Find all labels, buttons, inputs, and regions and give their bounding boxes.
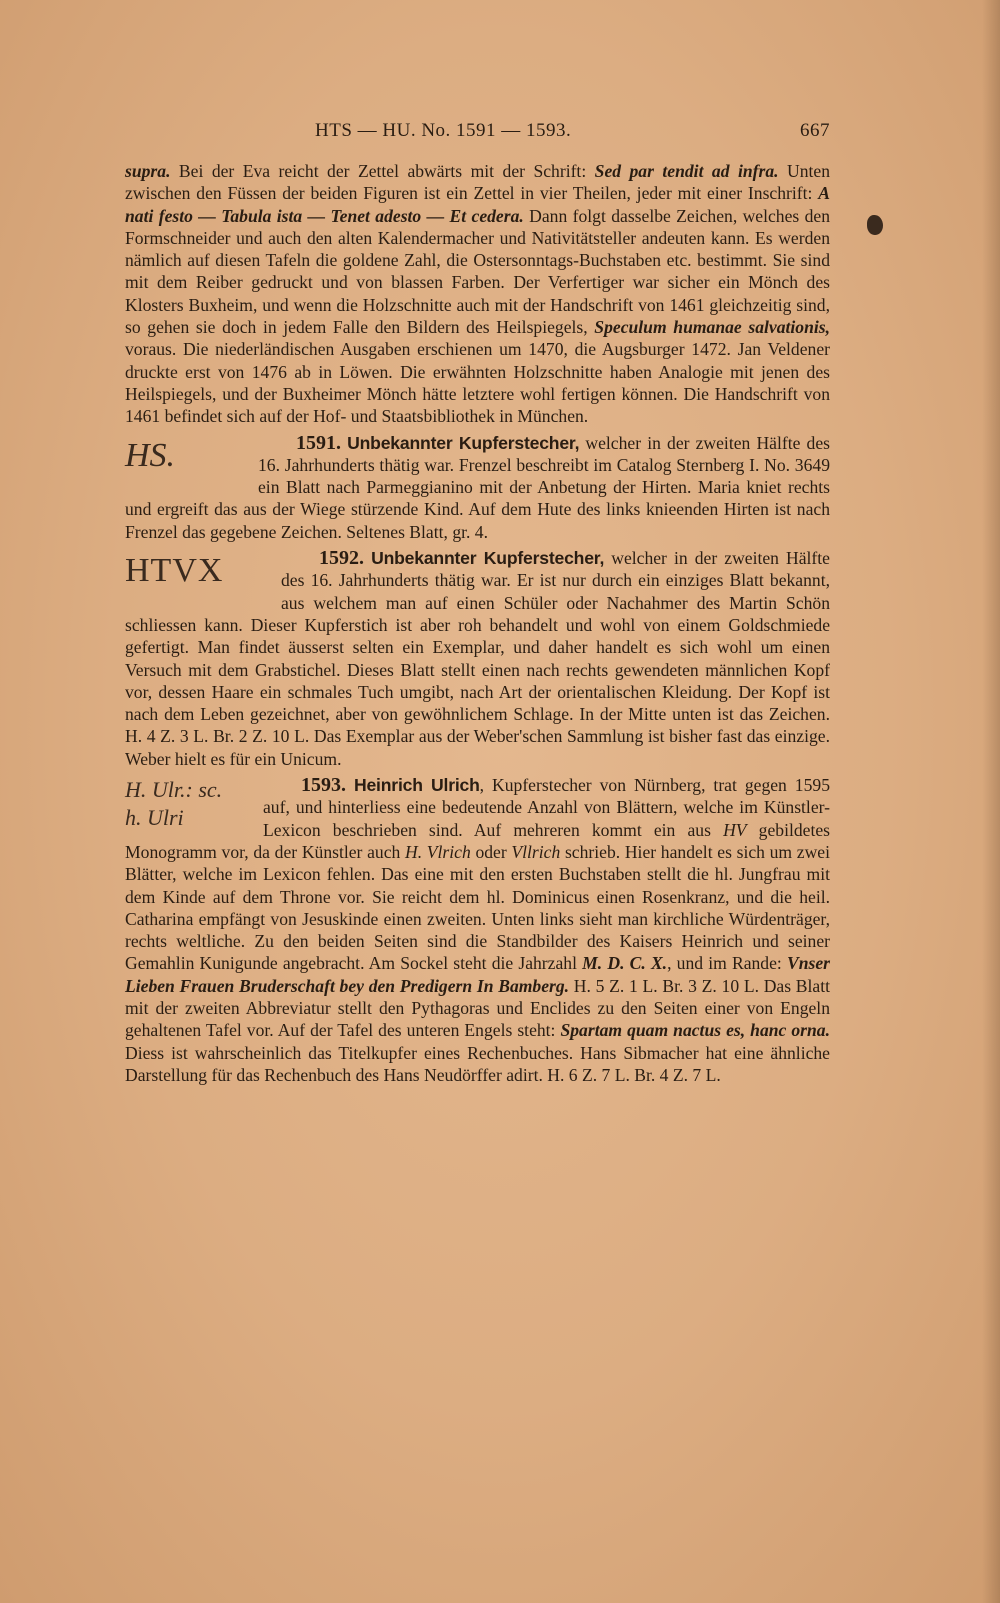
page-number: 667 <box>800 120 830 141</box>
entry-h-vlrich: H. Vlrich <box>405 841 471 862</box>
entry-body-13: Diess ist wahrscheinlich das Titelkupfer eines Rechenbuches. Hans Sibmacher hat eine ähnliche Darstellung für das Rechenbuch des Hans Neudörffer adirt. H. 6 Z. 7 L. Br. 4 Z. 7 L. <box>125 1042 830 1085</box>
page-body <box>125 160 830 1086</box>
intro-speculum: Speculum humanae salvationis, <box>594 317 830 338</box>
intro-inscription: A nati festo — Tabula ista — Tenet adesto — Et cedera. <box>125 183 830 226</box>
intro-text-2: Bei der Eva reicht der Zettel abwärts mit der Schrift: <box>170 161 595 181</box>
header-title: HTS — HU. No. 1591 — 1593. <box>315 120 572 141</box>
entry-vllrich: Vllrich <box>511 841 561 862</box>
entry-hv: HV <box>723 819 747 840</box>
entry-number: 1592. <box>319 547 364 570</box>
entry-inscription: Vnser Lieben Frauen Bruderschaft bey den Predigern In Bamberg. <box>125 953 831 996</box>
entry-1593 <box>125 774 830 1086</box>
entry-body-9: , und im Rande: <box>667 953 787 974</box>
entry-1592 <box>125 547 830 770</box>
entry-number: 1591. <box>296 431 341 454</box>
page-edge-shadow <box>982 0 1000 1603</box>
intro-text-6: Dann folgt dasselbe Zeichen, welches den Formschneider und auch den alten Kalendermacher und Nativitätsteller andeuten kann. Es werden nämlich auf diesen Tafeln die goldene Zahl, die Ostersonntags-Buchstaben etc. bestimmt. Sie sind mit dem Reiber gedruckt und von blassen Farben. Der Verfertiger war sicher ein Mönch des Klosters Buxheim, und wenn die Holzschnitte auch mit der Handschrift von 1461 gleichzeitig sind, so gehen sie doch in jedem Falle den Bildern des Heilspiegels, <box>125 205 831 338</box>
entry-body-3: gebildetes Monogramm vor, da der Künstler auch <box>125 819 830 862</box>
monogram-hs: HS. <box>125 436 176 474</box>
intro-text-8: voraus. Die niederländischen Ausgaben erschienen um 1470, die Augsburger 1472. Jan Veldener druckte erst von 1476 ab in Löwen. Die erwähnten Holzschnitte haben Analogie mit jenen des Heilspiegels, und der Buxheimer Mönch hätte letztere wohl fertigen können. Die Handschrift von 1461 befindet sich auf der Hof- und Staatsbibliothek in München. <box>125 339 830 427</box>
entry-year: M. D. C. X. <box>582 953 668 974</box>
entry-name: Heinrich Ulrich <box>353 775 480 796</box>
ink-blot <box>867 215 883 235</box>
entry-1591 <box>125 432 830 543</box>
entry-body: welcher in der zweiten Hälfte des 16. Jahrhunderts thätig war. Frenzel beschreibt im Catalog Sternberg I. No. 3649 ein Blatt nach Parmeggianino mit der Anbetung der Hirten. Maria kniet rechts und ergreift das aus der Wiege stürzende Kind. Auf dem Hute des links knieenden Hirten ist nach Frenzel das gegebene Zeichen. Seltenes Blatt, gr. 4. <box>125 432 830 542</box>
entry-body-7: schrieb. Hier handelt es sich um zwei Blätter, welche im Lexicon fehlen. Das eine mit den ersten Buchstaben stellt die hl. Jungfrau mit dem Kinde auf dem Throne vor. Sie reicht dem hl. Dominicus einen Rosenkranz, und die heil. Catharina empfängt von Jesuskinde einen zweiten. Unten links sieht man kirchliche Würdenträger, rechts weltliche. Zu den beiden Seiten sind die Standbilder des Kaisers Heinrich und seiner Gemahlin Kunigunde angebracht. Am Sockel steht die Jahrzahl <box>125 841 831 974</box>
entry-body-1: , Kupferstecher von Nürnberg, trat gegen 1595 auf, und hinterliess eine bedeutende Anzahl von Blättern, welche im Künstler-Lexicon beschrieben sind. Auf mehreren kommt ein aus <box>263 775 830 840</box>
monogram-line-2: h. Ulri <box>125 805 184 831</box>
entry-name: Unbekannter Kupferstecher, <box>371 548 605 569</box>
entry-body-11: H. 5 Z. 1 L. Br. 3 Z. 10 L. Das Blatt mit der zweiten Abbreviatur stellt den Pythagoras und Enclides zu den Seiten einer von Engeln gehaltenen Tafel vor. Auf der Tafel des unteren Engels steht: <box>125 975 830 1041</box>
entry-motto: Spartam quam nactus es, hanc orna. <box>560 1020 830 1041</box>
monogram-ulrich <box>125 776 255 838</box>
entry-body: welcher in der zweiten Hälfte des 16. Jahrhunderts thätig war. Er ist nur durch ein einziges Blatt bekannt, aus welchem man auf einen Schüler oder Nachahmer des Martin Schön schliessen kann. Dieser Kupferstich ist aber roh behandelt und wohl von einem Goldschmiede gefertigt. Man findet äusserst selten ein Exemplar, und daher handelt es sich wohl um einen Versuch mit dem Grabstichel. Dieses Blatt stellt einen nach rechts gewendeten männlichen Kopf vor, dessen Haare ein schmales Tuch umgibt, nach Art der orientalischen Kleidung. Der Kopf ist nach dem Leben gezeichnet, aber von gewöhnlichem Schlage. In der Mitte unten ist das Zeichen. H. 4 Z. 3 L. Br. 2 Z. 10 L. Das Exemplar aus der Weber'schen Sammlung ist bisher fast das einzige. Weber hielt es für ein Unicum. <box>125 548 830 769</box>
entry-body-5: oder <box>470 841 512 862</box>
monogram-htvx: HTVX <box>125 552 224 590</box>
intro-italic-1: supra. <box>125 161 171 181</box>
intro-italic-3: Sed par tendit ad infra. <box>594 161 779 181</box>
entry-name: Unbekannter Kupferstecher, <box>347 432 580 453</box>
entry-number: 1593. <box>301 774 346 797</box>
intro-text-4: Unten zwischen den Füssen der beiden Figuren ist ein Zettel in vier Theilen, jeder mit einer Inschrift: <box>125 161 830 204</box>
intro-paragraph <box>125 160 830 428</box>
monogram-line-1: H. Ulr.: sc. <box>125 777 223 803</box>
